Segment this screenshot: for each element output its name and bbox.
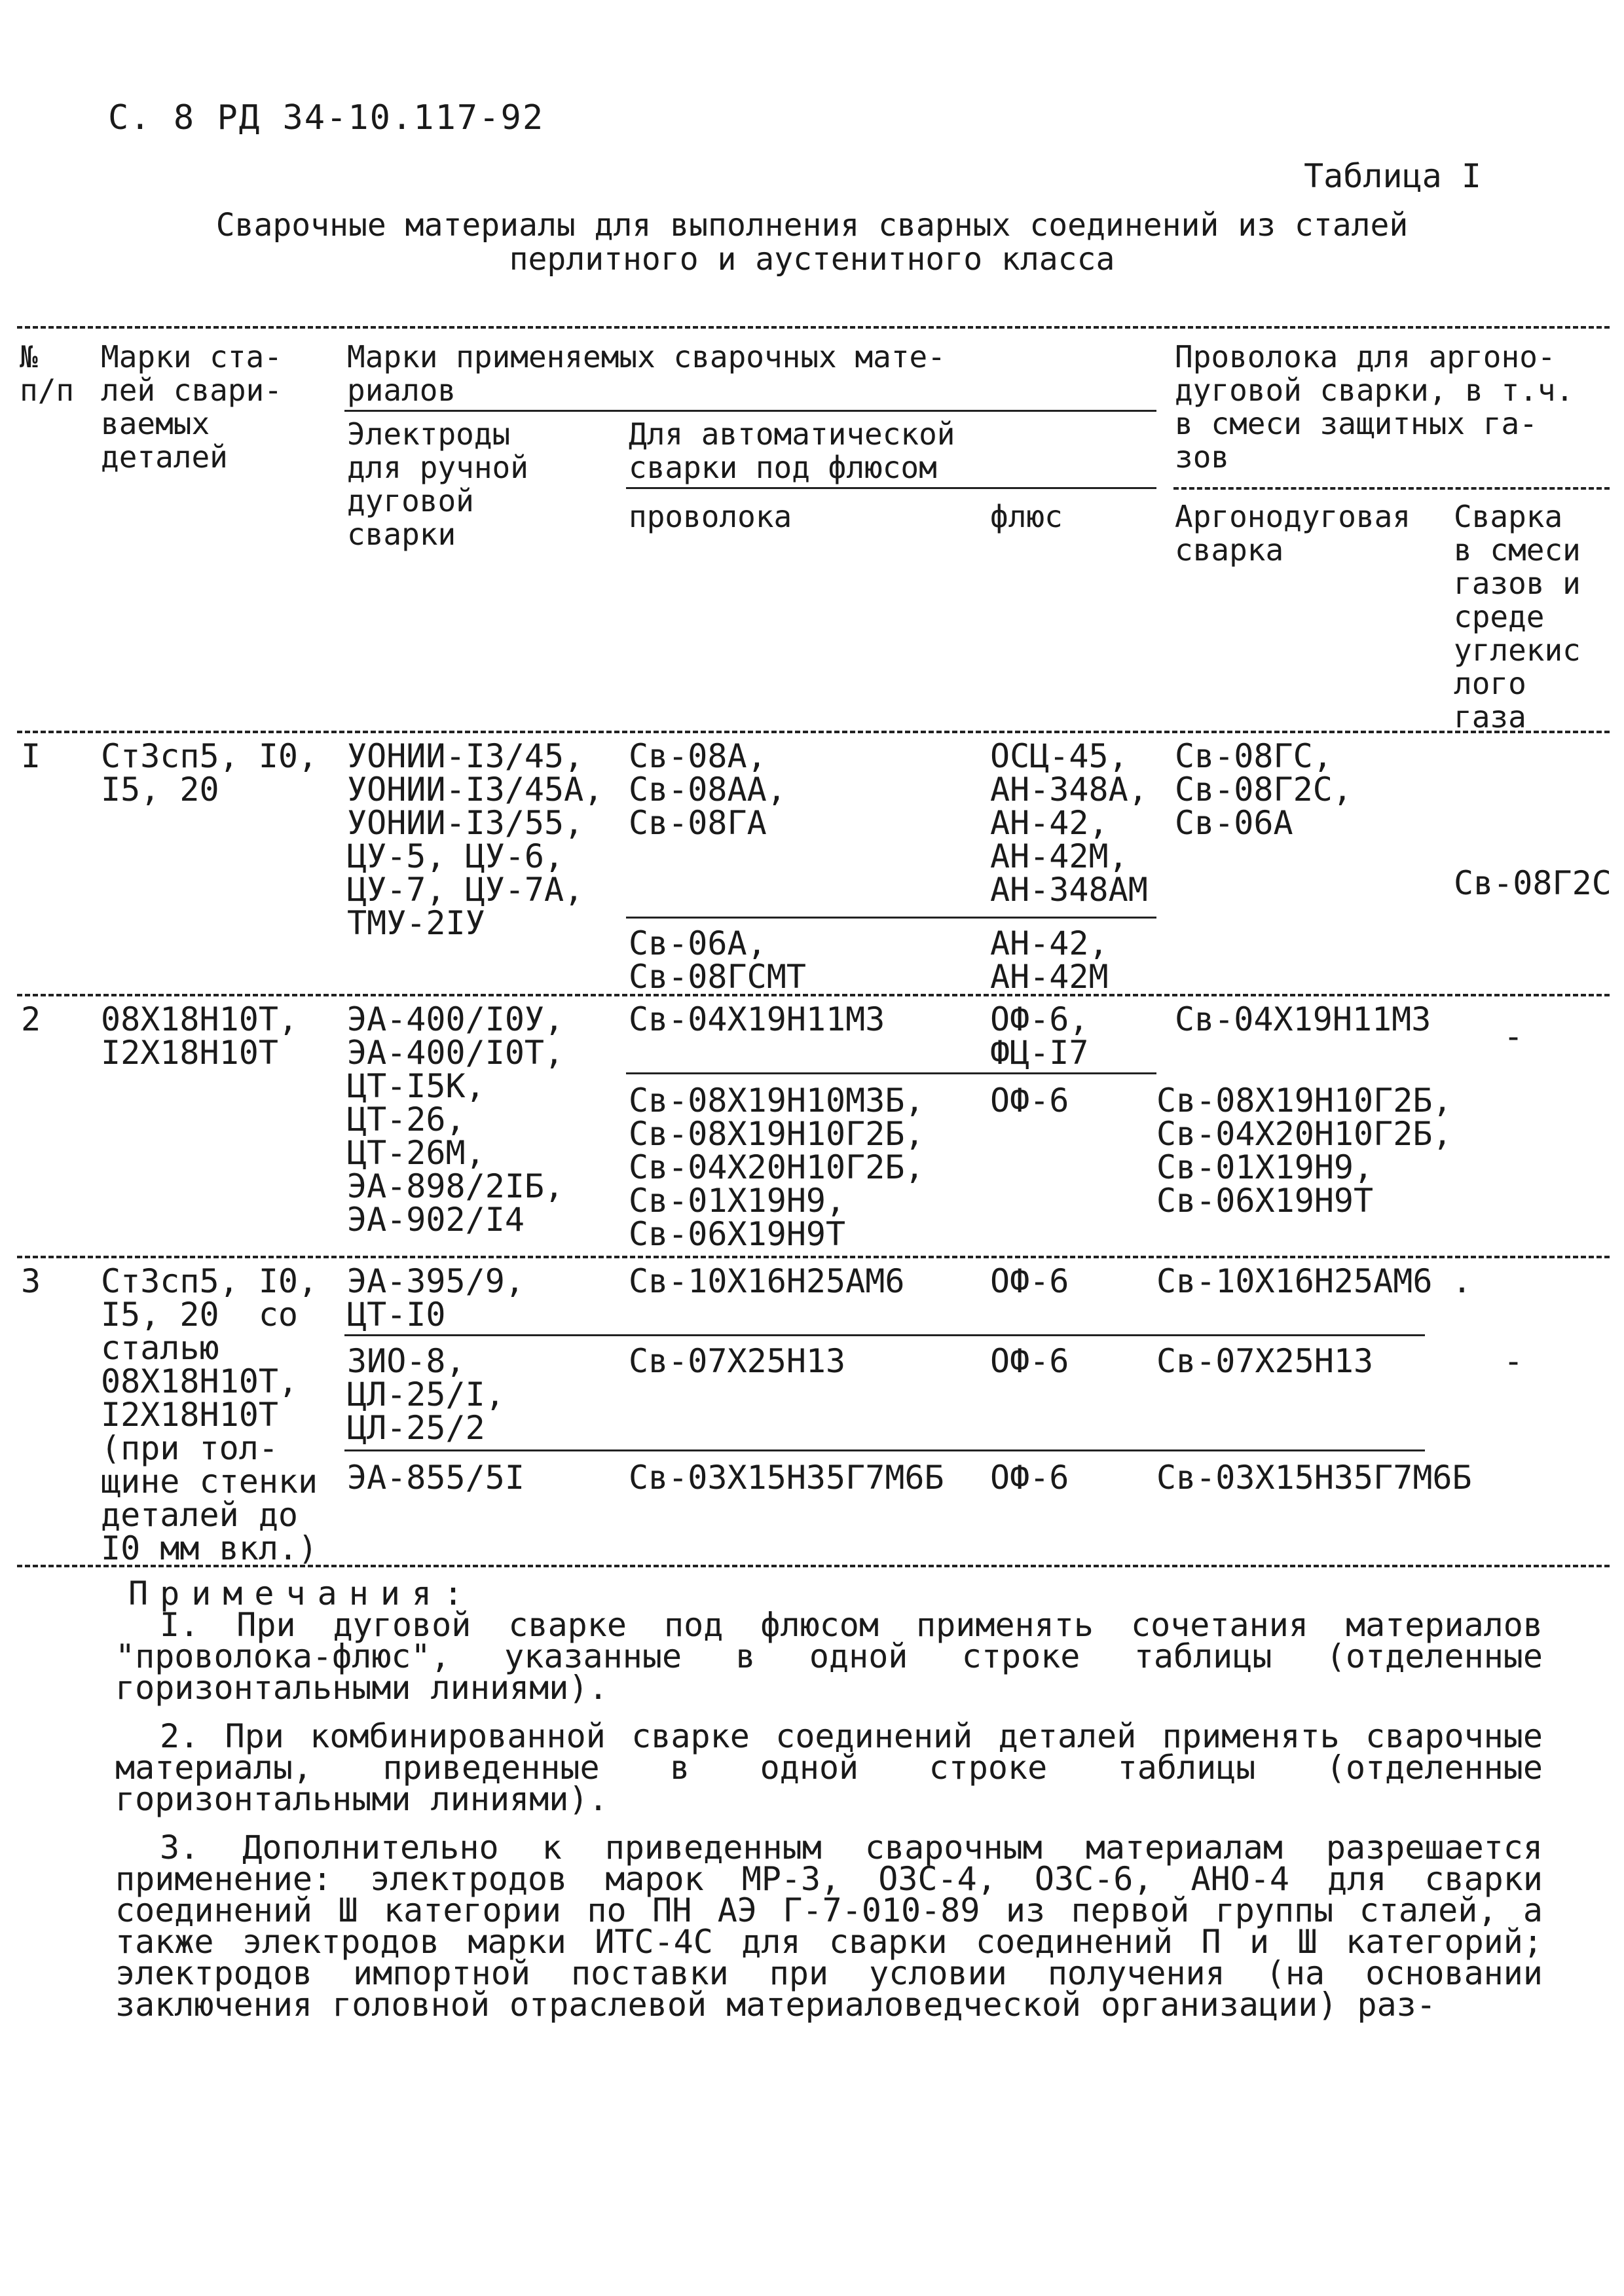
row2-wire-1: Св-04Х19Н11М3 — [629, 1000, 885, 1038]
row3-mixed: - — [1504, 1342, 1524, 1380]
row3-sub1-wire: Св-10Х16Н25АМ6 — [629, 1262, 905, 1300]
row3-sub2-flux: ОФ-6 — [990, 1342, 1069, 1380]
row2-argon-2: Св-08Х19Н10Г2Б, Св-04Х20Н10Г2Б, Св-01Х19Н9, Св-06Х19Н9Т — [1156, 1082, 1452, 1220]
header-divider-argon — [1173, 487, 1610, 490]
row3-sub2-electrodes: ЗИО-8, ЦЛ-25/I, ЦЛ-25/2 — [347, 1342, 505, 1447]
row2-flux-1: ОФ-6, ФЦ-I7 — [990, 1000, 1089, 1072]
row3-sub2-wire: Св-07Х25Н13 — [629, 1342, 846, 1380]
row2-flux-2: ОФ-6 — [990, 1082, 1069, 1120]
row2-num: 2 — [21, 1000, 41, 1038]
row3-sub1-flux: ОФ-6 — [990, 1262, 1069, 1300]
row1-wire-1: Св-08А, Св-08АА, Св-08ГА — [629, 737, 786, 842]
row1-flux-2: АН-42, АН-42М — [990, 924, 1109, 996]
row3-sub3-argon: Св-03Х15Н35Г7М6Б — [1156, 1459, 1472, 1497]
page-header: С. 8 РД 34-10.117-92 — [108, 98, 545, 137]
header-argon-wire: Проволока для аргоно- дуговой сварки, в т.ч. в смеси защитных га- зов — [1175, 339, 1574, 475]
header-bottom-border — [17, 731, 1610, 733]
note-1: I. При дуговой сварке под флюсом применять сочетания материалов "проволока-флюс", указанные в одной строке таблицы (отделенные горизонтальными линиями). — [115, 1606, 1543, 1707]
note-2: 2. При комбинированной сварке соединений деталей применять сварочные материалы, приведенные в одной строке таблицы (отделенные горизонтальными линиями). — [115, 1717, 1543, 1818]
row3-sub3-flux: ОФ-6 — [990, 1459, 1069, 1497]
header-flux: флюс — [990, 499, 1063, 534]
header-divider-materials — [344, 410, 1156, 412]
table-bottom-border — [17, 1565, 1610, 1567]
table-top-border — [17, 326, 1610, 329]
header-num: № п/п — [20, 339, 75, 408]
header-argon-arc: Аргонодуговая сварка — [1175, 499, 1411, 568]
table-title: Сварочные материалы для выполнения сварных соединений из сталей перлитного и аустенитного класса — [215, 207, 1409, 278]
row3-sub2-argon: Св-07Х25Н13 — [1156, 1342, 1374, 1380]
row3-steel: Ст3сп5, I0, I5, 20 со сталью 08Х18Н10Т, I2Х18Н10Т (при тол- щине стенки деталей до I0 мм вкл.) — [101, 1262, 318, 1567]
row1-steel: Ст3сп5, I0, I5, 20 — [101, 737, 318, 809]
header-mixed-gas: Сварка в смеси газов и среде углекис лого газа — [1454, 499, 1581, 735]
header-wire: проволока — [629, 499, 792, 534]
row1-num: I — [21, 737, 41, 775]
row2-steel: 08Х18Н10Т, I2Х18Н10Т — [101, 1000, 299, 1072]
notes-section — [115, 1575, 1543, 2037]
row2-electrodes: ЭА-400/I0У, ЭА-400/I0Т, ЦТ-I5К, ЦТ-26, ЦТ-26М, ЭА-898/2IБ, ЭА-902/I4 — [347, 1000, 564, 1239]
row1-mixed: Св-08Г2С — [1454, 864, 1612, 902]
row2-bottom-border — [17, 1256, 1610, 1258]
row3-sub3-electrodes: ЭА-855/5I — [347, 1459, 525, 1497]
notes-title: Примечания: — [128, 1575, 475, 1613]
header-welding-materials: Марки применяемых сварочных мате- риалов — [347, 339, 946, 408]
row3-sub1-argon: Св-10Х16Н25АМ6 . — [1156, 1262, 1472, 1300]
row1-bottom-border — [17, 994, 1610, 996]
row1-electrodes: УОНИИ-I3/45, УОНИИ-I3/45А, УОНИИ-I3/55, ЦУ-5, ЦУ-6, ЦУ-7, ЦУ-7А, ТМУ-2IУ — [347, 737, 604, 942]
row3-num: 3 — [21, 1262, 41, 1300]
header-auto-welding: Для автоматической сварки под флюсом — [629, 416, 955, 485]
row1-flux-1: ОСЦ-45, АН-348А, АН-42, АН-42М, АН-348АМ — [990, 737, 1148, 909]
row3-sub-divider-1 — [344, 1334, 1425, 1336]
header-divider-auto — [626, 487, 1156, 489]
row1-sub-divider — [626, 917, 1156, 919]
row2-mixed: - — [1504, 1017, 1524, 1055]
table-label: Таблица I — [1304, 157, 1481, 195]
row3-sub3-wire: Св-03Х15Н35Г7М6Б — [629, 1459, 944, 1497]
row3-sub1-electrodes: ЭА-395/9, ЦТ-I0 — [347, 1262, 525, 1334]
row2-wire-2: Св-08Х19Н10М3Б, Св-08Х19Н10Г2Б, Св-04Х20Н10Г2Б, Св-01Х19Н9, Св-06Х19Н9Т — [629, 1082, 925, 1253]
row2-argon-1: Св-04Х19Н11М3 — [1175, 1000, 1431, 1038]
header-steel-grades: Марки ста- лей свари- ваемых деталей — [101, 339, 282, 475]
row2-sub-divider — [626, 1072, 1156, 1074]
row3-sub-divider-2 — [344, 1449, 1425, 1451]
header-electrodes: Электроды для ручной дуговой сварки — [347, 416, 528, 552]
row1-wire-2: Св-06А, Св-08ГСМТ — [629, 924, 806, 996]
row1-argon: Св-08ГС, Св-08Г2С, Св-06А — [1175, 737, 1352, 842]
note-3: 3. Дополнительно к приведенным сварочным материалам разрешается применение: электродов марок МР-3, ОЗС-4, ОЗС-6, АНО-4 для сварки соединений Ш категории по ПН АЭ Г-7-010-89 из первой группы сталей, а также электродов марки ИТС-4С для сварки соединений П и Ш категорий; электродов импортной поставки при условии получения (на основании заключения головной отраслевой материаловедческой организации) раз- — [115, 1829, 1543, 2024]
